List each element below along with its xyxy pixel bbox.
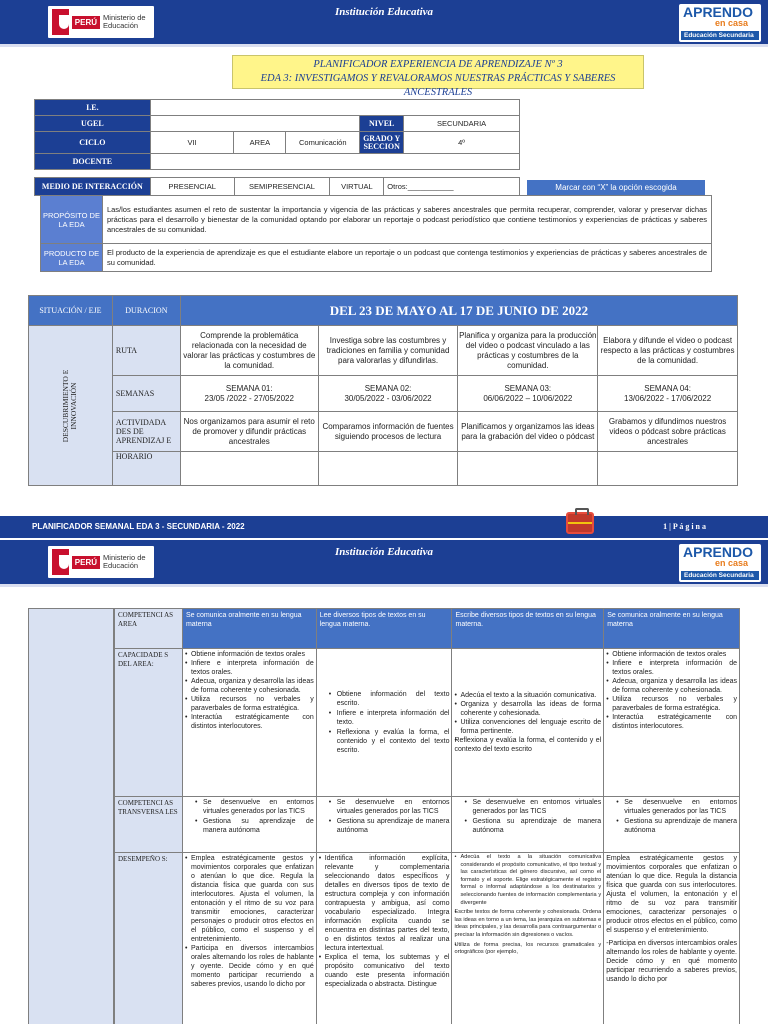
- logo-peru-label: PERÚ: [72, 16, 100, 29]
- horario-label: HORARIO: [112, 452, 180, 486]
- marcar-note: Marcar con “X” la opción escogida: [527, 180, 705, 196]
- ugel-value[interactable]: [150, 116, 360, 132]
- area-value: Comunicación: [286, 132, 360, 154]
- situacion-table: [28, 295, 738, 486]
- actividad-1: Nos organizamos para asumir el reto de promover y difundir prácticas ancestrales: [180, 412, 318, 452]
- semanas-label: SEMANAS: [112, 376, 180, 412]
- ie-value[interactable]: [150, 100, 519, 116]
- ruta-2: Investiga sobre las costumbres y tradiciones en familia y comunidad para valorarlas y difundirlas.: [318, 326, 458, 376]
- transversales-2: • Se desenvuelve en entornos virtuales generados por las TICS • Gestiona su aprendizaje de manera autónoma: [316, 797, 452, 853]
- nivel-value: SECUNDARIA: [404, 116, 520, 132]
- page-2: [0, 540, 768, 1024]
- transversales-label: COMPETENCI AS TRANSVERSA LES: [115, 797, 183, 853]
- info-table: [34, 99, 520, 170]
- option-presencial[interactable]: PRESENCIAL: [150, 178, 234, 196]
- institution-title: Institución Educativa: [334, 546, 434, 558]
- area-label: AREA: [234, 132, 286, 154]
- desempeno-oral-2: Emplea estratégicamente gestos y movimientos corporales que enfatizan o atenúan lo que dice. Regula la distancia física que guarda con sus interlocutores. Ajusta el volumen, la entonación y el ritmo de su voz para transmitir emociones, caracterizar personajes o producir otros efectos en el público, como el suspenso y el entretenimiento. -Participa en diversos intercambios orales alternando los roles de hablante y oyente. Decide cómo y en qué momento participar recurriendo a saberes previos, usando lo dicho por: [604, 853, 740, 1024]
- competencias-table: [114, 608, 740, 1024]
- competencia-3: Escribe diversos tipos de textos en su lengua materna.: [452, 609, 604, 649]
- actividad-2: Comparamos información de fuentes siguiendo procesos de lectura: [318, 412, 458, 452]
- duracion-header: DURACION: [112, 296, 180, 326]
- semana-4: SEMANA 04: 13/06/2022 - 17/06/2022: [598, 376, 738, 412]
- docente-label: DOCENTE: [35, 154, 151, 170]
- eda-title-band: [232, 55, 644, 98]
- educacion-secundaria-text: Educación Secundaria: [681, 571, 759, 580]
- actividad-4: Grabamos y difundimos nuestros videos o pódcast sobre prácticas ancestrales: [598, 412, 738, 452]
- nivel-label: NIVEL: [360, 116, 404, 132]
- en-casa-text: en casa: [715, 558, 749, 568]
- grado-label: GRADO Y SECCION: [360, 132, 404, 154]
- option-otros[interactable]: Otros:___________: [384, 178, 520, 196]
- proposito-table: [40, 195, 712, 272]
- eje-cell: [29, 326, 113, 486]
- capacidades-oral-2: • Obtiene información de textos orales • Infiere e interpreta información de textos orales. • Adecua, organiza y desarrolla las ideas de forma coherente y cohesionada. • Utiliza recursos no verbales y paraverbales de forma estratégica. • Interactúa estratégicamente con distintos interlocutores.: [604, 649, 740, 797]
- left-eje-panel: [28, 608, 114, 1024]
- grado-value: 4º: [404, 132, 520, 154]
- horario-2[interactable]: [318, 452, 458, 486]
- option-semipresencial[interactable]: SEMIPRESENCIAL: [234, 178, 330, 196]
- en-casa-text: en casa: [715, 18, 749, 28]
- header-divider: [0, 44, 768, 47]
- competencia-4: Se comunica oralmente en su lengua materna: [604, 609, 740, 649]
- eje-text: DESCUBRIMIENTO E INNOVACIÓN: [61, 369, 79, 442]
- educacion-secundaria-text: Educación Secundaria: [681, 31, 759, 40]
- option-virtual[interactable]: VIRTUAL: [330, 178, 384, 196]
- transversales-1: • Se desenvuelve en entornos virtuales generados por las TICS • Gestiona su aprendizaje de manera autónoma: [182, 797, 316, 853]
- ciclo-label: CICLO: [35, 132, 151, 154]
- ruta-1: Comprende la problemática relacionada con la necesidad de valorar las prácticas y costumbres de la comunidad.: [180, 326, 318, 376]
- header-divider: [0, 584, 768, 587]
- logo-ministerio-label: Ministerio de Educación: [103, 553, 146, 570]
- aprendo-en-casa-logo: [679, 544, 761, 582]
- logo-ministerio-label: Ministerio de Educación: [103, 13, 146, 30]
- ie-label: I.E.: [35, 100, 151, 116]
- transversales-4: • Se desenvuelve en entornos virtuales generados por las TICS • Gestiona su aprendizaje de manera autónoma: [604, 797, 740, 853]
- capacidades-escribe: • Adecúa el texto a la situación comunicativa. • Organiza y desarrolla las ideas de forma coherente y cohesionada. • Utiliza convenciones del lenguaje escrito de forma pertinente. • Reflexiona y evalúa la forma, el contenido y el contexto del texto escrito: [452, 649, 604, 797]
- desempeno-oral: • Emplea estratégicamente gestos y movimientos corporales que enfatizan o atenúan lo que dice. Regula la distancia física que guarda con sus interlocutores. Ajusta el volumen, la entonación y el ritmo de su voz para transmitir emociones, caracterizar personajes o producir otros efectos en el público, como el suspenso y el entretenimiento. • Participa en diversos intercambios orales alternando los roles de hablante y oyente. Decide cómo y en qué momento participar recurriendo a saberes previos, usando lo dicho por: [182, 853, 316, 1024]
- docente-value[interactable]: [150, 154, 519, 170]
- ruta-label: RUTA: [112, 326, 180, 376]
- capacidades-label: CAPACIDADE S DEL AREA:: [115, 649, 183, 797]
- eda-title-line2: EDA 3: INVESTIGAMOS Y REVALORAMOS NUESTRAS PRÁCTICAS Y SABERES ANCESTRALES: [260, 73, 616, 98]
- ruta-4: Elabora y difunde el video o podcast respecto a las prácticas y costumbres de la comunidad.: [598, 326, 738, 376]
- ciclo-value: VII: [150, 132, 234, 154]
- desempeno-escribe: • Adecúa el texto a la situación comunicativa considerando el propósito comunicativo, el tipo textual y las características del género discursivo, así como el formato y el soporte. Elige estratégicamente el registro formal o informal adaptándose a los destinatarios y seleccionando fuentes de información complementaria y divergente • Escribe textos de forma coherente y cohesionada. Ordena las ideas en torno a un tema, las jerarquiza en subtemas e ideas principales, y las desarrolla para contraargumentar o precisar la información sin digresiones o vacíos. • Utiliza de forma precisa, los recursos gramaticales y ortográficos (por ejemplo,: [452, 853, 604, 1024]
- competencia-1: Se comunica oralmente en su lengua materna: [182, 609, 316, 649]
- aprendo-text: APRENDO: [683, 4, 754, 20]
- horario-3[interactable]: [458, 452, 598, 486]
- competencias-label: COMPETENCI AS AREA: [115, 609, 183, 649]
- logo-peru-label: PERÚ: [72, 556, 100, 569]
- page-header-2: [0, 540, 768, 584]
- aprendo-text: APRENDO: [683, 544, 754, 560]
- producto-text: El producto de la experiencia de aprendizaje es que el estudiante elabore un reportaje o un podcast que contenga testimonios y experiencias de prácticas y saberes ancestrales de su comunidad.: [102, 244, 711, 272]
- transversales-3: • Se desenvuelve en entornos virtuales generados por las TICS • Gestiona su aprendizaje de manera autónoma: [452, 797, 604, 853]
- semana-1: SEMANA 01: 23/05 /2022 - 27/05/2022: [180, 376, 318, 412]
- aprendo-en-casa-logo: [679, 4, 761, 42]
- eda-title-line1: PLANIFICADOR EXPERIENCIA DE APRENDIZAJE Nº 3: [313, 59, 563, 70]
- actividad-label: ACTIVIDADA DES DE APRENDIZAJ E: [112, 412, 180, 452]
- proposito-label: PROPÓSITO DE LA EDA: [41, 196, 103, 244]
- page-footer: [0, 516, 768, 538]
- horario-4[interactable]: [598, 452, 738, 486]
- capacidades-lee: • Obtiene información del texto escrito. • Infiere e interpreta información del texto. • Reflexiona y evalúa la forma, el contenido y el contexto del texto escrito.: [316, 649, 452, 797]
- medio-label: MEDIO DE INTERACCIÓN: [35, 178, 151, 196]
- horario-1[interactable]: [180, 452, 318, 486]
- situacion-header: SITUACIÓN / EJE: [29, 296, 113, 326]
- capacidades-oral: • Obtiene información de textos orales • Infiere e interpreta información de textos orales. • Adecua, organiza y desarrolla las ideas de forma coherente y cohesionada. • Utiliza recursos no verbales y paraverbales de forma estratégica. • Interactúa estratégicamente con distintos interlocutores.: [182, 649, 316, 797]
- medio-table: [34, 177, 520, 196]
- proposito-text: Las/los estudiantes asumen el reto de sustentar la importancia y vigencia de las prácticas y saberes ancestrales que permita recuperar, comprender, valorar y preservar dichas prácticas para el desarrollo y bienestar de la comunidad optando por elaborar un reportaje o podcast periodístico que contiene testimonios y experiencias de prácticas y saberes ancestrales de su comunidad.: [102, 196, 711, 244]
- semana-3: SEMANA 03: 06/06/2022 – 10/06/2022: [458, 376, 598, 412]
- page-header: [0, 0, 768, 44]
- competencia-2: Lee diversos tipos de textos en su lengua materna.: [316, 609, 452, 649]
- duracion-value: DEL 23 DE MAYO AL 17 DE JUNIO DE 2022: [180, 296, 737, 326]
- ruta-3: Planifica y organiza para la producción del video o podcast vinculado a las prácticas y costumbres de la comunidad.: [458, 326, 598, 376]
- institution-title: Institución Educativa: [334, 6, 434, 18]
- actividad-3: Planificamos y organizamos las ideas para la grabación del video o pódcast: [458, 412, 598, 452]
- briefcase-icon: [566, 512, 594, 534]
- desempeno-lee: • Identifica información explícita, relevante y complementaria seleccionando datos específicos y detalles en diversos tipos de texto de estructura compleja y con información contrapuesta y ambigua, así como vocabulario especializado. Integra información explícita cuando se encuentra en distintas partes del texto, o en distintos textos al realizar una lectura intertextual. • Explica el tema, los subtemas y el propósito comunicativo del texto cuando este presenta información especializada o abstracta. Distingue: [316, 853, 452, 1024]
- desempenos-label: DESEMPEÑO S:: [115, 853, 183, 1024]
- page-number: 1 | P á g i n a: [663, 522, 706, 531]
- footer-text: PLANIFICADOR SEMANAL EDA 3 - SECUNDARIA - 2022: [32, 522, 245, 531]
- ugel-label: UGEL: [35, 116, 151, 132]
- semana-2: SEMANA 02: 30/05/2022 - 03/06/2022: [318, 376, 458, 412]
- producto-label: PRODUCTO DE LA EDA: [41, 244, 103, 272]
